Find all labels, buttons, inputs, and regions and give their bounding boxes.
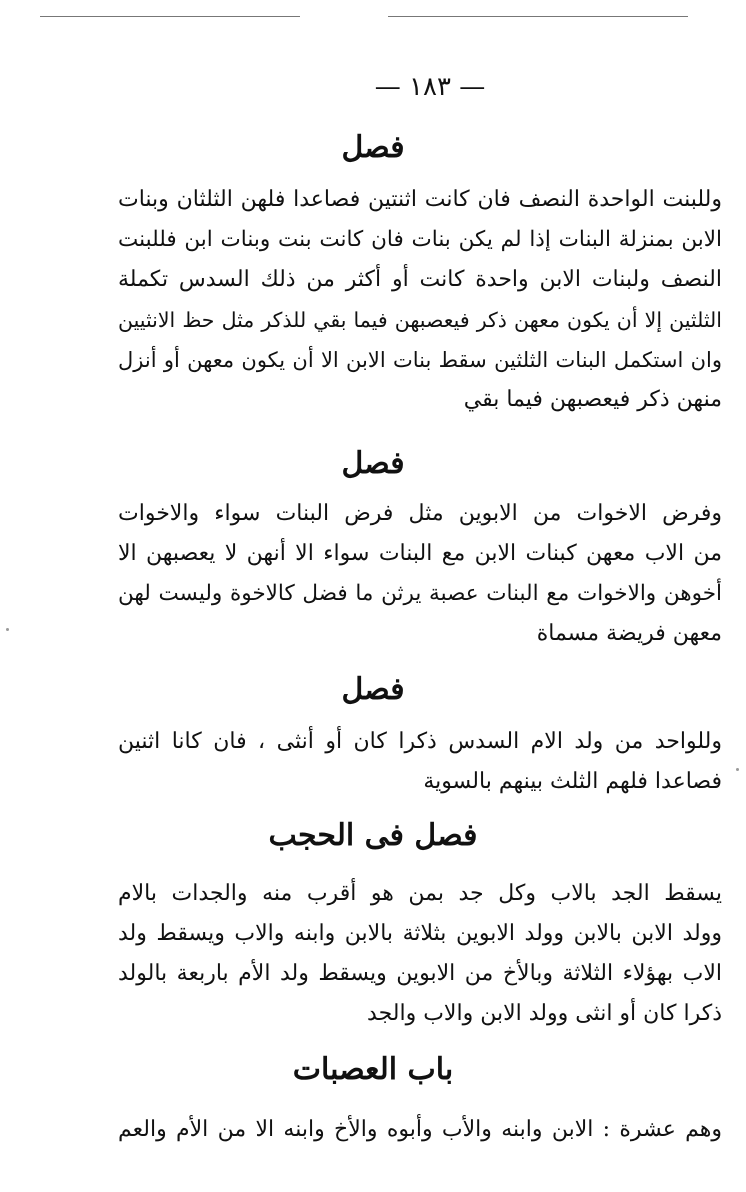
section-paragraph — [118, 494, 722, 654]
text-line: وان استكمل البنات الثلثين سقط بنات الابن الا أن يكون معهن أو أنزل — [118, 348, 722, 372]
text-line: منهن ذكر فيعصبهن فيما بقي — [463, 387, 722, 412]
margin-mark — [6, 628, 9, 631]
top-rule-left — [40, 16, 300, 17]
section-heading: فصل — [341, 672, 405, 707]
page-number: — ١٨٣ — — [374, 72, 486, 102]
text-line: الثلثين إلا أن يكون معهن ذكر فيعصبهن فيما بقي للذكر مثل حظ الانثيين — [118, 308, 722, 332]
text-line: الابن بمنزلة البنات إذا لم يكن بنات فان كانت بنت وبنات ابن فللبنت — [118, 227, 722, 252]
section-heading: فصل فى الحجب — [268, 818, 478, 853]
text-line: وهم عشرة : الابن وابنه والأب وأبوه والأخ وابنه الا من الأم والعم — [118, 1117, 722, 1142]
text-line: وللواحد من ولد الام السدس ذكرا كان أو أنثى ، فان كانا اثنين — [118, 729, 722, 754]
text-line: فصاعدا فلهم الثلث بينهم بالسوية — [423, 769, 722, 794]
section-paragraph — [118, 1110, 722, 1150]
text-line: يسقط الجد بالاب وكل جد بمن هو أقرب منه والجدات بالام — [118, 881, 722, 906]
text-line: معهن فريضة مسماة — [536, 621, 722, 646]
text-line: الاب بهؤلاء الثلاثة وبالأخ من الابوين ويسقط ولد الأم باربعة بالولد — [118, 961, 722, 986]
text-line: وولد الابن بالابن وولد الابوين بثلاثة بالابن وابنه والاب ويسقط ولد — [118, 921, 722, 946]
section-paragraph — [118, 874, 722, 1034]
text-line: أخوهن والاخوات مع البنات عصبة يرثن ما فضل كالاخوة وليست لهن — [118, 581, 722, 606]
text-line: من الاب معهن كبنات الابن مع البنات سواء الا أنهن لا يعصبهن الا — [118, 541, 722, 566]
chapter-heading: باب العصبات — [292, 1052, 454, 1087]
text-line: ذكرا كان أو انثى وولد الابن والاب والجد — [367, 1001, 722, 1026]
section-heading: فصل — [341, 446, 405, 481]
text-line: النصف ولبنات الابن واحدة كانت أو أكثر من ذلك السدس تكملة — [118, 267, 722, 292]
text-line: وللبنت الواحدة النصف فان كانت اثنتين فصاعدا فلهن الثلثان وبنات — [118, 187, 722, 212]
section-heading: فصل — [341, 130, 405, 165]
section-paragraph — [118, 180, 722, 420]
margin-mark — [736, 768, 739, 771]
section-paragraph — [118, 722, 722, 802]
text-line: وفرض الاخوات من الابوين مثل فرض البنات سواء والاخوات — [118, 501, 722, 526]
top-rule-right — [388, 16, 688, 17]
